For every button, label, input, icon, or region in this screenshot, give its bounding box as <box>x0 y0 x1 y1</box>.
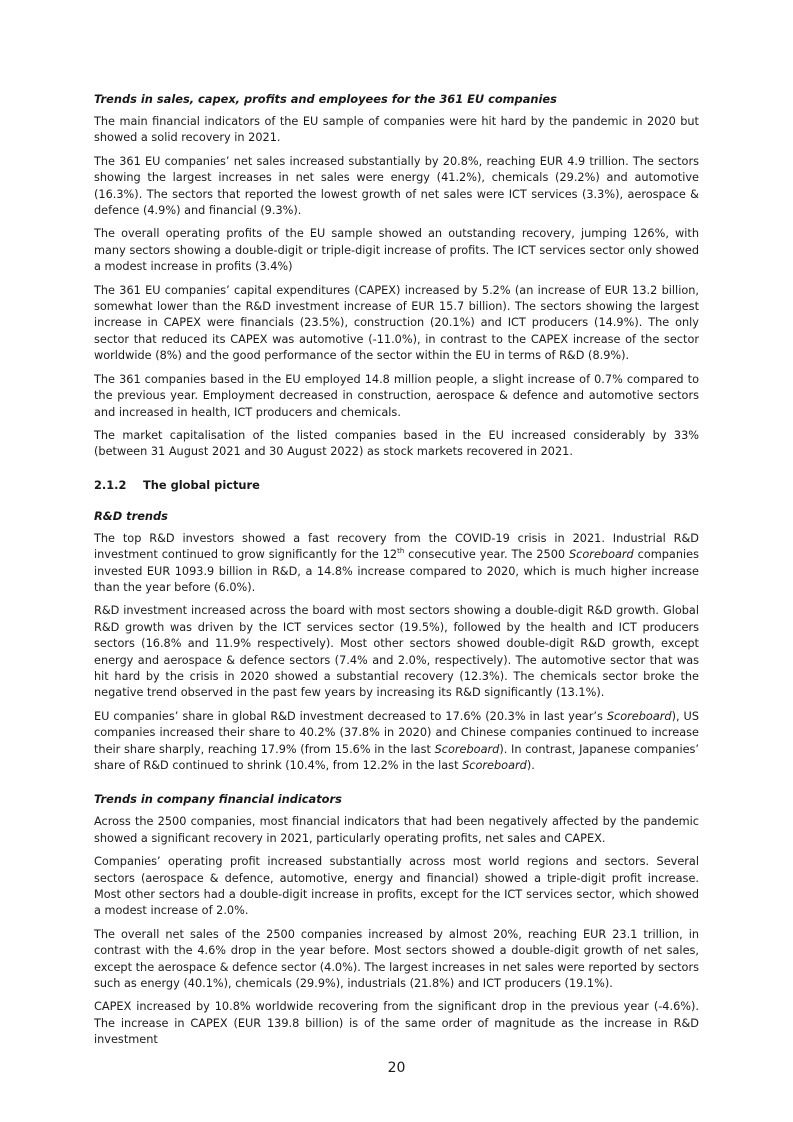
paragraph: The overall net sales of the 2500 companies increased by almost 20%, reaching EUR 23.1 trillion, in contrast with the 4.6% drop in the year before. Most sectors showed a double-digit growth of net sales, except the aerospace & defence sector (4.0%). The largest increases in net sales were reported by sectors such as energy (40.1%), chemicals (29.9%), industrials (21.8%) and ICT producers (19.1%). <box>94 927 699 991</box>
paragraph <box>94 709 699 775</box>
paragraph <box>94 531 699 597</box>
paragraph: The market capitalisation of the listed companies based in the EU increased considerably by 33% (between 31 August 2021 and 30 August 2022) as stock markets recovered in 2021. <box>94 428 699 459</box>
paragraph: R&D investment increased across the board with most sectors showing a double-digit R&D growth. Global R&D growth was driven by the ICT services sector (19.5%), followed by the health and ICT producers sectors (16.8% and 11.9% respectively). Most other sectors showed double-digit R&D growth, except energy and aerospace & defence sectors (7.4% and 2.0%, respectively). The automotive sector that was hit hard by the crisis in 2020 showed a substantial recovery (12.3%). The chemicals sector broke the negative trend observed in the past few years by increasing its R&D significantly (13.1%). <box>94 604 699 700</box>
section-heading <box>94 478 699 493</box>
heading-financial-trends: Trends in company financial indicators <box>94 792 342 807</box>
paragraph: The 361 companies based in the EU employed 14.8 million people, a slight increase of 0.7% compared to the previous year. Employment decreased in construction, aerospace & defence and automotive sectors and increased in health, ICT producers and chemicals. <box>94 372 699 419</box>
paragraph: Companies’ operating profit increased substantially across most world regions and sectors. Several sectors (aerospace & defence, automotive, energy and financial) showed a triple-digit profit increase. Most other sectors had a double-digit increase in profits, except for the ICT services sector, which showed a modest increase of 2.0%. <box>94 855 699 918</box>
text-span: The top R&D investors showed a fast recovery from the COVID-19 crisis in 2021. Industrial R&D investment continued to grow significantly for the 12 <box>94 531 699 562</box>
paragraph: The 361 EU companies’ net sales increased substantially by 20.8%, reaching EUR 4.9 trillion. The sectors showing the largest increases in net sales were energy (41.2%), chemicals (29.2%) and automotive (16.3%). The sectors that reported the lowest growth of net sales were ICT services (3.3%), aerospace & defence (4.9%) and financial (9.3%). <box>94 154 699 218</box>
text-span: ). In contrast, Japanese companies’ share of R&D continued to shrink (10.4%, from 12.2% in the last <box>94 742 700 772</box>
text-span: companies invested EUR 1093.9 billion in R&D, a 14.8% increase compared to 2020, which is much higher increase than the year before (6.0%). <box>94 548 699 594</box>
emphasis: Scoreboard <box>434 742 500 756</box>
heading-eu-trends: Trends in sales, capex, profits and employees for the 361 EU companies <box>94 92 557 106</box>
paragraph: The overall operating profits of the EU sample showed an outstanding recovery, jumping 126%, with many sectors showing a double-digit or triple-digit increase of profits. The ICT services sector only showed a modest increase in profits (3.4%) <box>94 227 699 274</box>
emphasis: Scoreboard <box>569 548 634 562</box>
paragraph: CAPEX increased by 10.8% worldwide recovering from the significant drop in the previous year (-4.6%). The increase in CAPEX (EUR 139.8 billion) is of the same order of magnitude as the increase in R&D investment <box>94 1000 699 1047</box>
emphasis: Scoreboard <box>462 759 527 772</box>
section-title: The global picture <box>143 477 260 492</box>
superscript: th <box>397 547 405 556</box>
page-number: 20 <box>387 1060 406 1076</box>
page-content <box>94 92 699 1056</box>
emphasis: Scoreboard <box>606 709 672 723</box>
paragraph: Across the 2500 companies, most financial indicators that had been negatively affected by the pandemic showed a significant recovery in 2021, particularly operating profits, net sales and CAPEX. <box>94 815 699 845</box>
text-span: ), US companies increased their share to 40.2% (37.8% in 2020) and Chinese companies continued to increase their share sharply, reaching 17.9% (from 15.6% in the last <box>94 709 699 756</box>
text-span: EU companies’ share in global R&D investment decreased to 17.6% (20.3% in last year’s <box>94 709 607 723</box>
paragraph: The main financial indicators of the EU sample of companies were hit hard by the pandemic in 2020 but showed a solid recovery in 2021. <box>94 115 699 145</box>
paragraph: The 361 EU companies’ capital expenditures (CAPEX) increased by 5.2% (an increase of EUR 13.2 billion, somewhat lower than the R&D investment increase of EUR 15.7 billion). The sectors showing the largest increase in CAPEX were financials (23.5%), construction (20.1%) and ICT producers (14.9%). The only sector that reduced its CAPEX was automotive (-11.0%), in contrast to the CAPEX increase of the sector worldwide (8%) and the good performance of the sector within the EU in terms of R&D (8.9%). <box>94 283 699 363</box>
heading-rd-trends: R&D trends <box>94 508 168 523</box>
text-span: consecutive year. The 2500 <box>404 548 570 562</box>
section-number: 2.1.2 <box>94 477 127 492</box>
text-span: ). <box>526 759 535 772</box>
